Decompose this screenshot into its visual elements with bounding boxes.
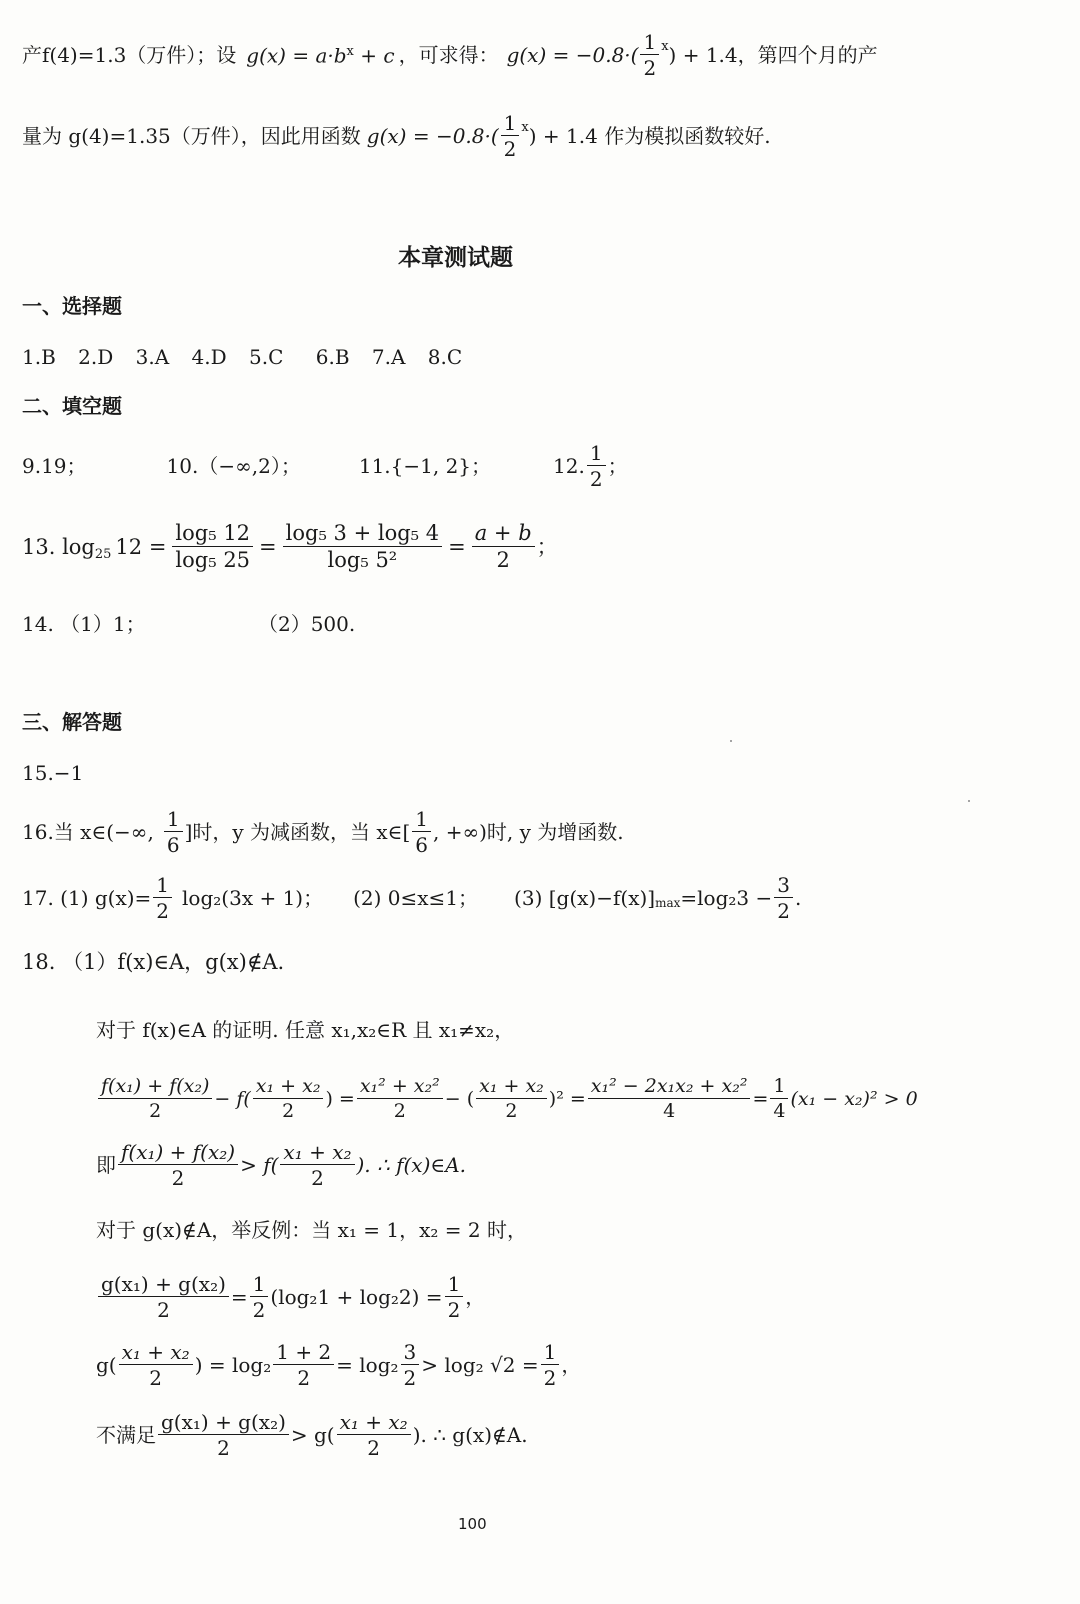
text: ，可求得：: [398, 43, 499, 67]
answer-12: [553, 443, 628, 489]
fraction: $\frac{1}{2}$: [445, 1274, 464, 1320]
text: ；: [536, 534, 558, 559]
equals: =: [448, 534, 466, 559]
fraction: $\frac{\text{f(x₁) + f(x₂)}}{2}$: [98, 1077, 212, 1121]
answer-15: 15.−1: [22, 761, 84, 785]
text: g(: [96, 1353, 117, 1377]
answer: 2.D: [78, 345, 114, 369]
exponent: x: [521, 119, 529, 135]
section-heading-fill: 二、填空题: [22, 394, 122, 418]
fraction: $\frac{\text{f(x₁) + f(x₂)}}{2}$: [118, 1142, 238, 1188]
text: ) + 1.4 作为模拟函数较好.: [528, 124, 771, 148]
answer: 7.A: [371, 345, 406, 369]
answer-18-line-1: 18. （1）f(x)∈A，g(x)∉A.: [22, 950, 285, 974]
subscript: max: [655, 896, 681, 910]
answer-18-eq3: [96, 1268, 485, 1326]
text: (2) 0≤x≤1；: [353, 886, 479, 910]
text: 16.当 x∈(−∞,: [22, 820, 154, 844]
fraction: $\frac{1}{4}$: [770, 1077, 788, 1121]
answer: 4.D: [191, 345, 227, 369]
answer-18-eq2: [96, 1136, 466, 1194]
answer-10: 10.（−∞,2）；: [166, 454, 301, 478]
text: 量为 g(4)=1.35（万件），因此用函数: [22, 124, 361, 148]
scan-speck: [730, 740, 732, 742]
equals: =: [259, 534, 277, 559]
answer: 6.B: [315, 345, 350, 369]
fraction: $\frac{1}{2}$: [501, 113, 520, 159]
answer-18-eq1: [96, 1070, 918, 1128]
fraction: $\frac{\text{x₁ + x₂}}{2}$: [253, 1077, 324, 1121]
answer: 5.C: [249, 345, 284, 369]
text: 13. log: [22, 534, 95, 559]
text: ]时，y 为减函数，当 x∈[: [184, 820, 411, 844]
text: − f(: [214, 1087, 251, 1110]
answer-17: [22, 872, 801, 924]
text: ) = log₂: [194, 1353, 272, 1377]
text: > log₂ √2 =: [421, 1353, 539, 1377]
section-heading-choice: 一、选择题: [22, 294, 122, 318]
fraction: $\frac{1}{2}$: [250, 1274, 269, 1320]
exponent: x: [661, 38, 669, 54]
fraction: $\frac{3}{2}$: [401, 1342, 420, 1388]
fraction: $\frac{1}{6}$: [164, 809, 183, 855]
fill-answer-13: [22, 516, 558, 578]
text: 12 =: [115, 534, 167, 559]
fraction: $\frac{1}{2}$: [541, 1342, 560, 1388]
paragraph-line-2: [22, 108, 771, 164]
fraction: $\frac{\text{log₅ 3 + log₅ 4}}{\text{log₅ 5²}}$: [283, 523, 442, 571]
text: ). ∴ f(x)∈A.: [356, 1153, 466, 1177]
text: =: [230, 1285, 248, 1309]
text: = log₂: [336, 1353, 399, 1377]
text: .: [794, 886, 802, 910]
fraction: $\frac{\text{x₁ + x₂}}{2}$: [280, 1142, 354, 1188]
fraction: $\frac{\text{g(x₁) + g(x₂)}}{2}$: [98, 1274, 229, 1320]
answer-18-eq5: [96, 1406, 528, 1464]
text: > f(: [240, 1153, 279, 1177]
answer-16: [22, 806, 624, 858]
fraction: $\frac{1 + 2}{2}$: [273, 1342, 334, 1388]
formula: + c: [353, 43, 395, 68]
fraction: $\frac{1}{2}$: [587, 443, 606, 489]
text: (x₁ − x₂)² > 0: [790, 1087, 918, 1110]
fraction: $\frac{\text{log₅ 12}}{\text{log₅ 25}}$: [172, 523, 253, 571]
text: ，: [465, 1285, 486, 1309]
scan-speck: [968, 800, 970, 802]
fraction: $\frac{\text{x₁² − 2x₁x₂ + x₂²}}{4}$: [588, 1077, 751, 1121]
part-1: 14. （1）1；: [22, 612, 146, 636]
text: (log₂1 + log₂2) =: [270, 1285, 443, 1309]
text: )² =: [548, 1087, 586, 1110]
formula: g(x) = a·b: [246, 43, 347, 68]
text: > g(: [290, 1423, 335, 1447]
text: ，: [561, 1353, 582, 1377]
choice-answers: [22, 347, 462, 367]
text: ). ∴ g(x)∉A.: [412, 1423, 528, 1447]
paragraph-line-1: [22, 30, 878, 80]
text: 产f(4)=1.3（万件）；设: [22, 43, 237, 67]
part-2: （2）500.: [257, 612, 356, 636]
fraction: $\frac{1}{2}$: [153, 875, 172, 921]
text: , +∞)时, y 为增函数.: [433, 820, 624, 844]
text: − (: [444, 1087, 475, 1110]
text: (3) [g(x)−f(x)]: [514, 886, 656, 910]
exponent: x: [346, 43, 354, 59]
answer-18-proof-intro: 对于 f(x)∈A 的证明. 任意 x₁,x₂∈R 且 x₁≠x₂，: [96, 1018, 515, 1042]
answer: 8.C: [427, 345, 463, 369]
text: log₂(3x + 1)；: [182, 886, 324, 910]
formula: g(x) = −0.8·(: [366, 124, 499, 148]
subscript: 25: [94, 546, 112, 562]
page-number: 100: [458, 1515, 487, 1533]
text: 即: [96, 1153, 116, 1177]
chapter-title: 本章测试题: [398, 245, 513, 271]
fill-answers-9-12: [22, 440, 628, 492]
text: =: [752, 1087, 769, 1110]
fraction: $\frac{\text{x₁ + x₂}}{2}$: [119, 1342, 193, 1388]
answer-18-eq4: [96, 1336, 581, 1394]
fraction: $\frac{a + b}{2}$: [472, 523, 535, 571]
answer: 1.B: [22, 345, 56, 369]
fraction: $\frac{\text{x₁ + x₂}}{2}$: [337, 1412, 411, 1458]
fill-answer-14: [22, 614, 355, 634]
fraction: $\frac{3}{2}$: [774, 875, 793, 921]
fraction: $\frac{\text{x₁ + x₂}}{2}$: [476, 1077, 547, 1121]
fraction: $\frac{\text{x₁² + x₂²}}{2}$: [357, 1077, 443, 1121]
fraction: $\frac{\text{g(x₁) + g(x₂)}}{2}$: [158, 1412, 289, 1458]
label: ；: [607, 454, 628, 478]
fraction: $\frac{1}{2}$: [640, 32, 659, 78]
section-heading-solve: 三、解答题: [22, 710, 122, 734]
fraction: $\frac{1}{6}$: [412, 809, 431, 855]
answer-11: 11.{−1, 2}；: [358, 454, 492, 478]
answer-18-counter-intro: 对于 g(x)∉A，举反例：当 x₁ = 1，x₂ = 2 时，: [96, 1218, 527, 1242]
answer: 3.A: [135, 345, 170, 369]
formula: g(x) = −0.8·(: [506, 43, 639, 67]
text: ) =: [325, 1087, 355, 1110]
answer-9: 9.19；: [22, 454, 87, 478]
text: ) + 1.4，第四个月的产: [668, 43, 878, 67]
text: 17. (1) g(x)=: [22, 886, 152, 910]
text: =log₂3 −: [680, 886, 773, 910]
label: 12.: [553, 454, 585, 478]
text: 不满足: [96, 1423, 156, 1447]
